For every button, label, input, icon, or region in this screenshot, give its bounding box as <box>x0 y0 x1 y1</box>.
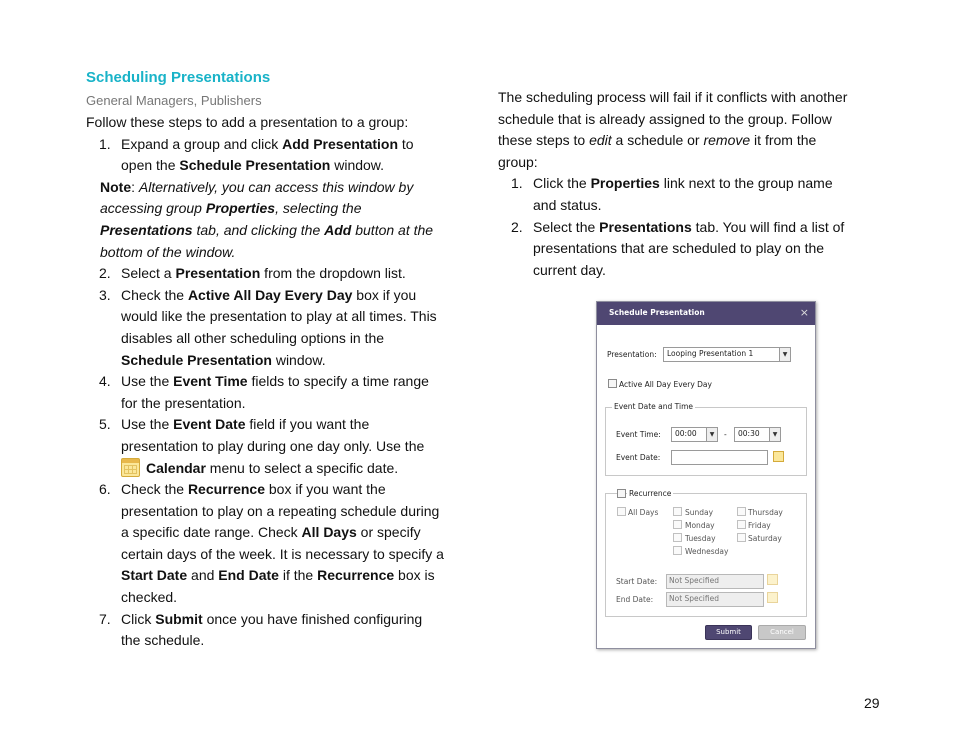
paragraph-text: group: <box>498 153 538 170</box>
step-text: to <box>398 135 414 152</box>
active-all-day-checkbox[interactable] <box>608 379 617 388</box>
step-text: from the dropdown list. <box>260 265 406 282</box>
start-date-value: Not Specified <box>669 576 719 585</box>
step-text: a specific date range. Check <box>121 524 302 541</box>
chevron-down-icon: ▼ <box>779 348 790 361</box>
step-text: Expand a group and click <box>121 135 283 152</box>
ui-term: Recurrence <box>187 481 265 498</box>
edit-step-2 <box>498 217 873 282</box>
monday-label: Monday <box>685 521 715 530</box>
left-column <box>86 112 461 652</box>
step-text: window. <box>330 157 385 174</box>
event-time-label: Event Time: <box>616 430 661 439</box>
chevron-down-icon: ▼ <box>769 428 780 441</box>
step-number: 2. <box>511 218 523 235</box>
note-text: button at the <box>351 221 434 238</box>
friday-checkbox[interactable] <box>737 520 746 529</box>
wednesday-checkbox[interactable] <box>673 546 682 555</box>
step-text: or specify <box>356 524 421 541</box>
step-text: Click <box>121 610 156 627</box>
ui-term: Schedule Presentation <box>121 351 272 368</box>
step-5 <box>86 414 461 479</box>
step-number: 7. <box>99 610 111 627</box>
step-text: and status. <box>533 196 602 213</box>
paragraph-text: these steps to <box>498 132 590 149</box>
presentation-value: Looping Presentation 1 <box>667 349 754 358</box>
step-4 <box>86 371 461 414</box>
end-date-value: Not Specified <box>669 594 719 603</box>
ui-term: Recurrence <box>317 567 395 584</box>
step-text: Check the <box>121 286 188 303</box>
step-text: Click the <box>533 175 591 192</box>
step-text: box if you <box>352 286 417 303</box>
calendar-icon <box>121 458 140 477</box>
note-label: Note <box>100 178 132 195</box>
step-text: if the <box>278 567 318 584</box>
paragraph-text: a schedule or <box>611 132 704 149</box>
note-block <box>86 177 461 263</box>
ui-term: All Days <box>301 524 357 541</box>
step-text: open the <box>121 157 180 174</box>
saturday-checkbox[interactable] <box>737 533 746 542</box>
sunday-checkbox[interactable] <box>673 507 682 516</box>
step-number: 4. <box>99 373 111 390</box>
event-time-end-value: 00:30 <box>738 429 760 438</box>
dialog-titlebar <box>597 302 815 325</box>
recurrence-legend: Recurrence <box>629 489 672 498</box>
presentation-label: Presentation: <box>607 350 657 359</box>
ui-term: Presentations <box>599 218 692 235</box>
step-text: presentation to play during one day only. Use the <box>121 437 425 454</box>
step-7 <box>86 609 461 652</box>
step-number: 3. <box>99 286 111 303</box>
saturday-label: Saturday <box>748 534 782 543</box>
ui-term: Add Presentation <box>282 135 399 152</box>
intro-text: Follow these steps to add a presentation to a group: <box>86 114 409 130</box>
ui-term: End Date <box>218 567 279 584</box>
ui-term: Properties <box>205 200 276 217</box>
emphasis-text: remove <box>703 132 751 149</box>
step-text: fields to specify a time range <box>247 373 429 390</box>
ui-term: Submit <box>155 610 203 627</box>
chevron-down-icon: ▼ <box>706 428 717 441</box>
ui-term: Calendar <box>146 459 206 476</box>
note-text: Alternatively, you can access this window by <box>138 178 414 195</box>
right-column <box>498 87 873 281</box>
step-text: box is <box>394 567 435 584</box>
step-number: 1. <box>511 175 523 192</box>
all-days-label: All Days <box>628 508 659 517</box>
steps-list-continued <box>86 263 461 652</box>
schedule-presentation-dialog <box>596 301 816 649</box>
paragraph-text: it from the <box>750 132 817 149</box>
ui-term: Active All Day Every Day <box>187 286 353 303</box>
step-text: Use the <box>121 416 174 433</box>
audience-label: General Managers, Publishers <box>86 93 262 108</box>
ui-term: Schedule Presentation <box>179 157 331 174</box>
ui-term: Event Date <box>173 416 246 433</box>
event-date-label: Event Date: <box>616 453 661 462</box>
note-text: , selecting the <box>275 200 362 217</box>
step-number: 5. <box>99 416 111 433</box>
calendar-icon[interactable] <box>773 451 784 462</box>
page-number: 29 <box>864 695 880 711</box>
step-text: Use the <box>121 373 174 390</box>
step-2 <box>86 263 461 285</box>
step-6 <box>86 479 461 609</box>
event-time-end-select[interactable] <box>734 427 781 442</box>
step-number: 1. <box>99 135 111 152</box>
step-text: Select a <box>121 265 176 282</box>
paragraph-text: The scheduling process will fail if it conflicts with another <box>498 89 848 105</box>
step-text: Select the <box>533 218 600 235</box>
step-text: disables all other scheduling options in the <box>121 329 385 346</box>
step-text: current day. <box>533 261 606 278</box>
step-text: for the presentation. <box>121 394 246 411</box>
start-date-input[interactable] <box>666 574 764 589</box>
step-number: 2. <box>99 265 111 282</box>
step-text: checked. <box>121 589 178 606</box>
note-text: bottom of the window. <box>100 243 236 260</box>
note-colon: : <box>131 178 139 195</box>
cancel-button[interactable]: Cancel <box>758 625 806 640</box>
step-text: would like the presentation to play at all times. This <box>121 308 437 325</box>
ui-term: Add <box>324 221 352 238</box>
step-text: menu to select a specific date. <box>205 459 399 476</box>
step-text: field if you want the <box>245 416 370 433</box>
step-text: certain days of the week. It is necessary to specify a <box>121 545 444 562</box>
sunday-label: Sunday <box>685 508 714 517</box>
step-text: box if you want the <box>264 481 386 498</box>
step-text: and <box>187 567 219 584</box>
thursday-checkbox[interactable] <box>737 507 746 516</box>
step-text: tab. You will find a list of <box>691 218 845 235</box>
step-3 <box>86 285 461 371</box>
paragraph-text: schedule that is already assigned to the group. Follow <box>498 110 832 127</box>
friday-label: Friday <box>748 521 771 530</box>
thursday-label: Thursday <box>748 508 783 517</box>
note-text: tab, and clicking the <box>192 221 325 238</box>
event-time-start-value: 00:00 <box>675 429 697 438</box>
end-date-label: End Date: <box>616 595 654 604</box>
edit-steps-list <box>498 173 873 281</box>
presentation-select[interactable] <box>663 347 791 362</box>
end-date-input[interactable] <box>666 592 764 607</box>
step-text: Check the <box>121 481 188 498</box>
all-days-checkbox[interactable] <box>617 507 626 516</box>
recurrence-checkbox[interactable] <box>617 489 626 498</box>
step-text: the schedule. <box>121 632 205 649</box>
ui-term: Presentation <box>175 265 261 282</box>
start-date-label: Start Date: <box>616 577 658 586</box>
emphasis-text: edit <box>589 132 612 149</box>
monday-checkbox[interactable] <box>673 520 682 529</box>
calendar-icon[interactable] <box>767 592 778 603</box>
event-date-time-legend: Event Date and Time <box>614 402 694 411</box>
ui-term: Event Time <box>173 373 248 390</box>
time-separator: - <box>724 430 727 439</box>
tuesday-label: Tuesday <box>685 534 716 543</box>
step-number: 6. <box>99 481 111 498</box>
event-time-start-select[interactable] <box>671 427 718 442</box>
step-text: presentations that are scheduled to play on the <box>533 240 825 257</box>
submit-button[interactable]: Submit <box>705 625 752 640</box>
dialog-title: Schedule Presentation <box>609 308 705 317</box>
ui-term: Start Date <box>121 567 188 584</box>
wednesday-label: Wednesday <box>685 547 729 556</box>
section-title: Scheduling Presentations <box>86 69 271 86</box>
steps-list <box>86 134 461 177</box>
active-all-day-label: Active All Day Every Day <box>619 380 712 389</box>
edit-step-1 <box>498 173 873 216</box>
close-icon[interactable]: × <box>799 306 809 319</box>
ui-term: Presentations <box>100 221 193 238</box>
step-1 <box>86 134 461 177</box>
ui-term: Properties <box>590 175 660 192</box>
calendar-icon[interactable] <box>767 574 778 585</box>
step-text: link next to the group name <box>659 175 833 192</box>
event-date-input[interactable] <box>671 450 768 465</box>
tuesday-checkbox[interactable] <box>673 533 682 542</box>
step-text: once you have finished configuring <box>202 610 423 627</box>
note-text: accessing group <box>100 200 206 217</box>
step-text: presentation to play on a repeating schedule during <box>121 502 440 519</box>
step-text: window. <box>271 351 326 368</box>
